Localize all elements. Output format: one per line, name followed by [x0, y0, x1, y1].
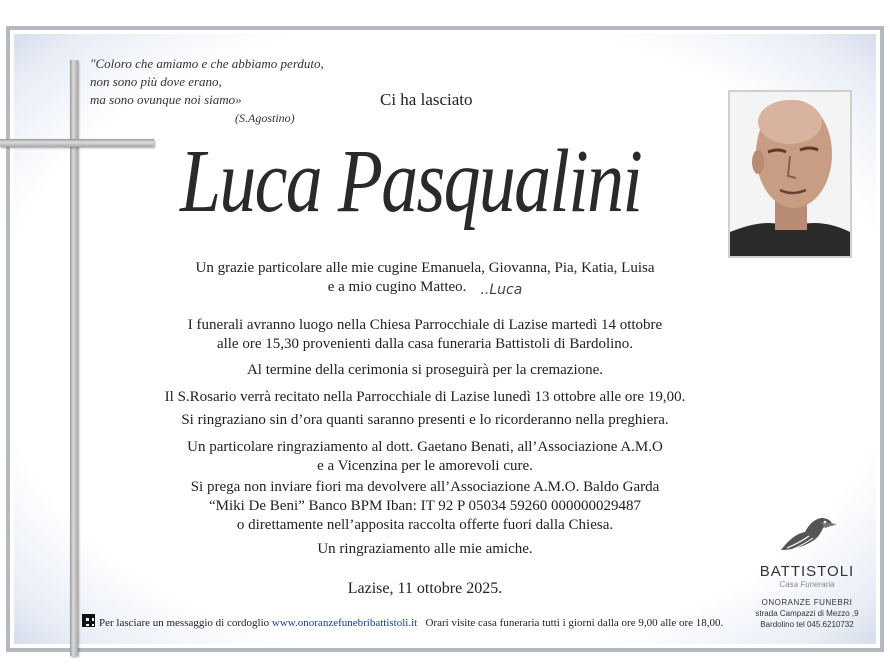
- donation-line: “Miki De Beni” Banco BPM Iban: IT 92 P 05034 59260 000000029487: [208, 498, 642, 514]
- cross-vertical-bar: [70, 60, 78, 656]
- quote-line: "Coloro che amiamo e che abbiamo perduto,: [90, 56, 324, 71]
- donation-block: [100, 478, 750, 535]
- cremation-text: Al termine della cerimonia si proseguirà per la cremazione.: [246, 362, 604, 378]
- donation-line: Si prega non inviare fiori ma devolvere all’Associazione A.M.O. Baldo Garda: [190, 479, 660, 495]
- quote-line: non sono più dove erano,: [90, 74, 222, 89]
- gratitude-text: Si ringraziano sin d’ora quanti saranno presenti e lo ricorderanno nella preghiera.: [181, 412, 669, 428]
- portrait-image: [730, 92, 850, 256]
- visiting-hours: Orari visite casa funeraria tutti i giorni dalla ore 9,00 alle ore 18,00.: [425, 617, 724, 629]
- thanks-line-2: [100, 278, 750, 297]
- website-link[interactable]: www.onoranzefunebribattistoli.it: [271, 617, 418, 629]
- funeral-block: [100, 316, 750, 354]
- quote-block: [90, 55, 370, 127]
- friends-thanks-text: Un ringraziamento alle mie amiche.: [317, 541, 533, 557]
- agency-service: ONORANZE FUNEBRI: [761, 598, 853, 607]
- funeral-line: I funerali avranno luogo nella Chiesa Parrocchiale di Lazise martedì 14 ottobre: [187, 317, 663, 333]
- cross-horizontal-bar: [0, 139, 154, 147]
- pelican-logo-icon: [775, 512, 839, 556]
- quote-line: ma sono ovunque noi siamo»: [90, 92, 242, 107]
- footer: [82, 614, 723, 629]
- agency-phone: Bardolino tel 045.6210732: [760, 620, 854, 629]
- funeral-line: alle ore 15,30 provenienti dalla casa funeraria Battistoli di Bardolino.: [216, 336, 634, 352]
- intro-text: Ci ha lasciato: [380, 90, 473, 109]
- special-thanks-line: e a Vicenzina per le amorevoli cure.: [317, 458, 533, 474]
- agency-logo: [748, 512, 866, 629]
- agency-name: BATTISTOLI: [759, 563, 855, 580]
- agency-subtitle: Casa Funeraria: [779, 580, 835, 589]
- rosary-text: Il S.Rosario verrà recitato nella Parrocchiale di Lazise lunedì 13 ottobre alle ore 19,00.: [164, 389, 686, 405]
- quote-author: (S.Agostino): [235, 111, 295, 125]
- agency-address: strada Campazzi di Mezzo ,9: [755, 609, 859, 618]
- deceased-name: Luca Pasqualini: [180, 132, 642, 231]
- thanks-line: Un grazie particolare alle mie cugine Emanuela, Giovanna, Pia, Katia, Luisa: [195, 260, 655, 276]
- footer-prefix: Per lasciare un messaggio di cordoglio: [99, 617, 270, 629]
- thanks-line: e a mio cugino Matteo.: [327, 279, 467, 295]
- deceased-photo: [728, 90, 852, 258]
- special-thanks-block: [100, 438, 750, 476]
- thanks-block: [100, 259, 750, 297]
- donation-line: o direttamente nell’apposita raccolta offerte fuori dalla Chiesa.: [236, 517, 614, 533]
- place-date: Lazise, 11 ottobre 2025.: [347, 580, 503, 597]
- qr-code-icon[interactable]: [82, 614, 95, 627]
- signature: ..Luca: [480, 282, 523, 298]
- special-thanks-line: Un particolare ringraziamento al dott. Gaetano Benati, all’Associazione A.M.O: [187, 439, 663, 455]
